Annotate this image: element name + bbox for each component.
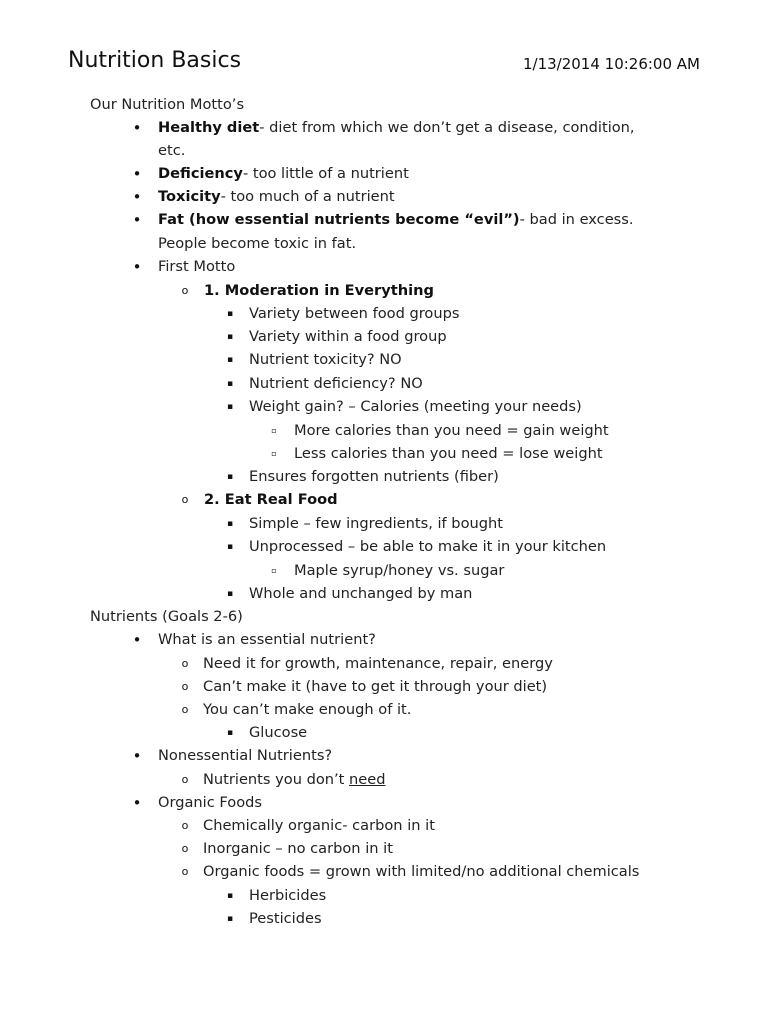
square-marker: ▪ <box>226 332 234 342</box>
section-heading-nutrients: Nutrients (Goals 2-6) <box>90 608 243 625</box>
timestamp: 1/13/2014 10:26:00 AM <box>522 55 700 73</box>
section-heading-motto: Our Nutrition Motto’s <box>90 96 245 113</box>
circle-marker: o <box>181 703 189 716</box>
bullet-marker: • <box>132 211 142 229</box>
definition-deficiency: - too little of a nutrient <box>242 165 409 182</box>
list-item-weight-gain: Weight gain? – Calories (meeting your needs) <box>249 398 582 415</box>
bullet-marker: • <box>132 794 142 812</box>
real-food-heading: 2. Eat Real Food <box>204 491 338 508</box>
term-deficiency: Deficiency <box>158 165 243 182</box>
circle-marker: o <box>181 819 189 832</box>
definition-toxicity: - too much of a nutrient <box>220 188 395 205</box>
circle-marker: o <box>181 493 189 506</box>
list-item-need-for-growth: Need it for growth, maintenance, repair, energy <box>203 655 553 672</box>
circle-marker: o <box>181 773 189 786</box>
square-marker: ▪ <box>226 355 234 365</box>
list-item-toxicity <box>158 187 395 207</box>
list-item-fat <box>158 210 634 230</box>
list-item-organic-grown: Organic foods = grown with limited/no additional chemicals <box>203 863 640 880</box>
square-marker: ▪ <box>226 891 234 901</box>
bullet-marker: • <box>132 188 142 206</box>
list-item-cant-make: Can’t make it (have to get it through your diet) <box>203 678 548 695</box>
bullet-marker: • <box>132 165 142 183</box>
list-item-maple-syrup: Maple syrup/honey vs. sugar <box>294 562 505 579</box>
bullet-marker: • <box>132 747 142 765</box>
square-marker: ▪ <box>226 379 234 389</box>
square-marker: ▪ <box>226 309 234 319</box>
circle-marker: o <box>181 842 189 855</box>
list-item-healthy-diet <box>158 118 635 138</box>
list-item-variety-within: Variety within a food group <box>249 328 447 345</box>
term-healthy-diet: Healthy diet <box>158 119 260 136</box>
list-item-more-calories: More calories than you need = gain weight <box>294 422 609 439</box>
hollow-square-marker: ▫ <box>271 566 277 575</box>
list-item-healthy-diet-cont: etc. <box>158 142 186 159</box>
list-item-essential-question: What is an essential nutrient? <box>158 631 376 648</box>
bullet-marker: • <box>132 119 142 137</box>
list-item-glucose: Glucose <box>249 724 308 741</box>
list-item-unprocessed: Unprocessed – be able to make it in your kitchen <box>249 538 607 555</box>
square-marker: ▪ <box>226 914 234 924</box>
list-item-whole-unchanged: Whole and unchanged by man <box>249 585 473 602</box>
square-marker: ▪ <box>226 589 234 599</box>
bullet-marker: • <box>132 631 142 649</box>
list-item-inorganic: Inorganic – no carbon in it <box>203 840 393 857</box>
circle-marker: o <box>181 657 189 670</box>
circle-marker: o <box>181 680 189 693</box>
bullet-marker: • <box>132 258 142 276</box>
hollow-square-marker: ▫ <box>271 449 277 458</box>
circle-marker: o <box>181 284 189 297</box>
list-item-variety-between: Variety between food groups <box>249 305 460 322</box>
circle-marker: o <box>181 865 189 878</box>
nutrients-you-dont-text: Nutrients you don’t <box>203 771 350 788</box>
list-item-fat-cont: People become toxic in fat. <box>158 235 357 252</box>
page-title: Nutrition Basics <box>68 48 242 73</box>
list-item-cant-make-enough: You can’t make enough of it. <box>203 701 412 718</box>
square-marker: ▪ <box>226 472 234 482</box>
square-marker: ▪ <box>226 542 234 552</box>
list-item-less-calories: Less calories than you need = lose weight <box>294 445 603 462</box>
term-fat: Fat (how essential nutrients become “evil”) <box>158 211 520 228</box>
subheading-moderation <box>204 281 434 301</box>
square-marker: ▪ <box>226 402 234 412</box>
list-item-nutrients-you-dont-need <box>203 770 386 790</box>
definition-fat: - bad in excess. <box>519 211 634 228</box>
moderation-heading: 1. Moderation in Everything <box>204 282 434 299</box>
square-marker: ▪ <box>226 728 234 738</box>
list-item-chemically-organic: Chemically organic- carbon in it <box>203 817 435 834</box>
need-word: need <box>349 771 386 788</box>
list-item-organic-foods: Organic Foods <box>158 794 263 811</box>
hollow-square-marker: ▫ <box>271 426 277 435</box>
list-item-deficiency <box>158 164 409 184</box>
term-toxicity: Toxicity <box>158 188 221 205</box>
list-item-pesticides: Pesticides <box>249 910 322 927</box>
list-item-nutrient-deficiency: Nutrient deficiency? NO <box>249 375 423 392</box>
list-item-nutrient-toxicity: Nutrient toxicity? NO <box>249 351 402 368</box>
list-item-forgotten-nutrients: Ensures forgotten nutrients (fiber) <box>249 468 499 485</box>
list-item-first-motto: First Motto <box>158 258 236 275</box>
square-marker: ▪ <box>226 519 234 529</box>
list-item-nonessential-question: Nonessential Nutrients? <box>158 747 333 764</box>
subheading-real-food <box>204 490 338 510</box>
list-item-simple: Simple – few ingredients, if bought <box>249 515 503 532</box>
list-item-herbicides: Herbicides <box>249 887 327 904</box>
definition-healthy-diet: - diet from which we don’t get a disease, condition, <box>259 119 635 136</box>
